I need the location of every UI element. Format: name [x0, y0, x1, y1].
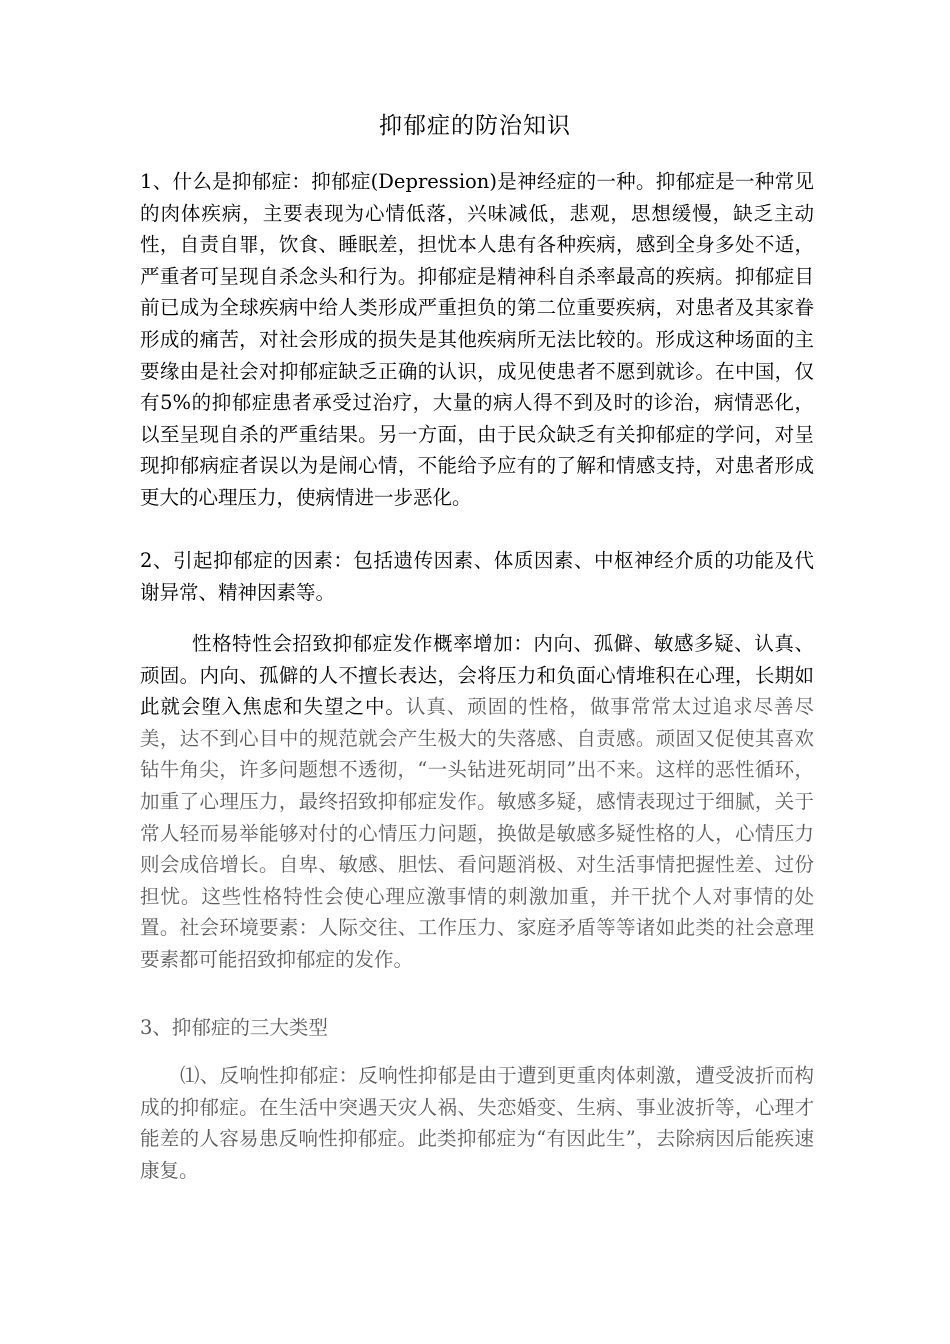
personality-detail-text: 认真、顽固的性格，做事常常太过追求尽善尽美，达不到心目中的规范就会产生极大的失落感、自责感。顽固又促使其喜欢钻牛角尖，许多问题想不透彻，“一头钻进死胡同”出不来。这样的恶性循环，加重了心理压力，最终招致抑郁症发作。敏感多疑，感情表现过于细腻，关于常人轻而易举能够对付的心情压力问题，换做是敏感多疑性格的人，心情压力则会成倍增长。自卑、敏感、胆怯、看问题消极、对生活事情把握性差、过份担忧。这些性格特性会使心理应激事情的刺激加重，并干扰个人对事情的处置。社会环境要素：人际交往、工作压力、家庭矛盾等等诸如此类的社会意理要素都可能招致抑郁症的发作。 [140, 695, 814, 971]
section-3-heading: 3、抑郁症的三大类型 [140, 1016, 328, 1039]
personality-lead-text: 性格特性会招致抑郁症发作概率增加：内向、孤僻、敏感多疑、认真、顽固。内向、孤僻的人不擅长表达，会将压力和负面心情堆积在心理，长期如此就会堕入焦虑和失望之中。 [140, 632, 814, 719]
section-1-paragraph: 1、什么是抑郁症：抑郁症(Depression)是神经症的一种。抑郁症是一种常见的肉体疾病，主要表现为心情低落，兴味减低，悲观，思想缓慢，缺乏主动性，自责自罪，饮食、睡眠差，担忧本人患有各种疾病，感到全身多处不适，严重者可呈现自杀念头和行为。抑郁症是精神科自杀率最高的疾病。抑郁症目前已成为全球疾病中给人类形成严重担负的第二位重要疾病，对患者及其家眷形成的痛苦，对社会形成的损失是其他疾病所无法比较的。形成这种场面的主要缘由是社会对抑郁症缺乏正确的认识，成见使患者不愿到就诊。在中国，仅有5%的抑郁症患者承受过治疗，大量的病人得不到及时的诊治，病情恶化，以至呈现自杀的严重结果。另一方面，由于民众缺乏有关抑郁症的学问，对呈现抑郁病症者误以为是闹心情，不能给予应有的了解和情感支持，对患者形成更大的心理压力，使病情进一步恶化。 [140, 170, 814, 509]
document-title: 抑郁症的防治知识 [379, 113, 571, 139]
section-2-paragraph: 2、引起抑郁症的因素：包括遗传因素、体质因素、中枢神经介质的功能及代谢异常、精神因素等。 [140, 549, 814, 604]
personality-paragraph [140, 628, 814, 976]
type-1-paragraph: ⑴、反响性抑郁症：反响性抑郁是由于遭到更重肉体刺激，遭受波折而构成的抑郁症。在生活中突遇天灾人祸、失恋婚变、生病、事业波折等，心理才能差的人容易患反响性抑郁症。此类抑郁症为“有因此生”，去除病因后能疾速康复。 [140, 1064, 814, 1182]
